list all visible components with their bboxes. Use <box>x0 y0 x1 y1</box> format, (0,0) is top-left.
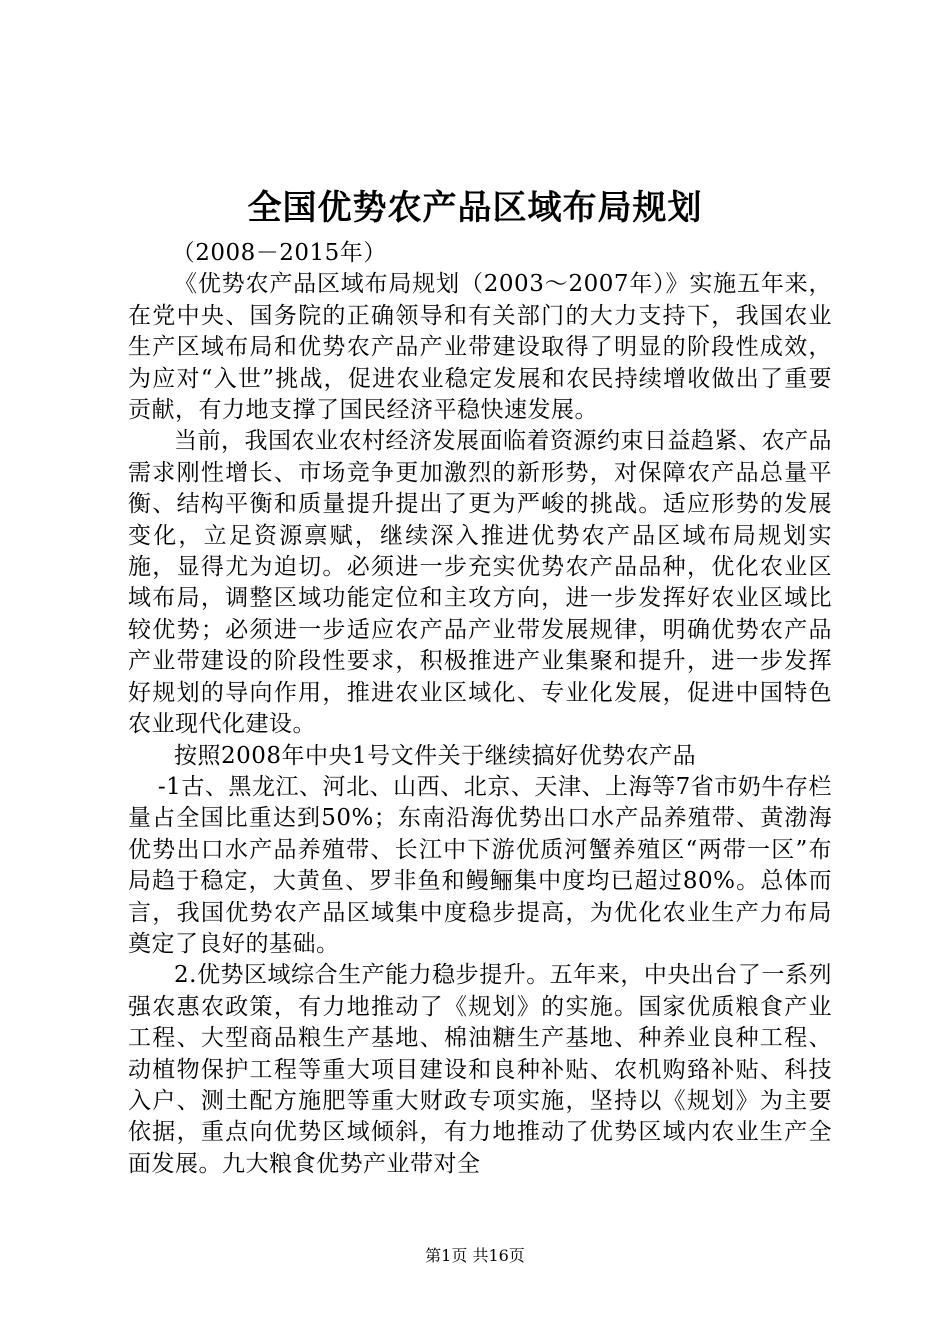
page-number-footer: 第1页 共16页 <box>425 1246 525 1265</box>
paragraph: 按照2008年中央1号文件关于继续搞好优势农产品 <box>174 742 697 769</box>
paragraph: 《优势农产品区域布局规划（2003～2007年）》实施五年来，在党中央、国务院的正确领导和有关部门的大力支持下，我国农业生产区域布局和优势农产品产业带建设取得了明显的阶段性成效，为应对“入世”挑战，促进农业稳定发展和农民持续增收做出了重要贡献，有力地支撑了国民经济平稳快速发展。 <box>128 271 832 424</box>
document-body <box>128 238 832 1180</box>
document-subtitle: （2008－2015年） <box>171 240 387 266</box>
document-title: 全国优势农产品区域布局规划 <box>247 188 703 228</box>
paragraph: -1古、黑龙江、河北、山西、北京、天津、上海等7省市奶牛存栏量占全国比重达到50%；东南沿海优势出口水产品养殖带、黄渤海优势出口水产品养殖带、长江中下游优质河蟹养殖区“两带一区”布局趋于稳定，大黄鱼、罗非鱼和鳗鲡集中度均已超过80%。总体而言，我国优势农产品区域集中度稳步提高，为优化农业生产力布局奠定了良好的基础。 <box>128 773 832 957</box>
paragraph: 2.优势区域综合生产能力稳步提升。五年来，中央出台了一系列强农惠农政策，有力地推动了《规划》的实施。国家优质粮食产业工程、大型商品粮生产基地、棉油糖生产基地、种养业良种工程、动植物保护工程等重大项目建设和良种补贴、农机购臵补贴、科技入户、测土配方施肥等重大财政专项实施，坚持以《规划》为主要依据，重点向优势区域倾斜，有力地推动了优势区域内农业生产全面发展。九大粮食优势产业带对全 <box>128 962 832 1177</box>
paragraph: 当前，我国农业农村经济发展面临着资源约束日益趋紧、农产品需求刚性增长、市场竞争更加激烈的新形势，对保障农产品总量平衡、结构平衡和质量提升提出了更为严峻的挑战。适应形势的发展变化，立足资源禀赋，继续深入推进优势农产品区域布局规划实施，显得尤为迫切。必须进一步充实优势农产品品种，优化农业区域布局，调整区域功能定位和主攻方向，进一步发挥好农业区域比较优势；必须进一步适应农产品产业带发展规律，明确优势农产品产业带建设的阶段性要求，积极推进产业集聚和提升，进一步发挥好规划的导向作用，推进农业区域化、专业化发展，促进中国特色农业现代化建设。 <box>128 428 832 738</box>
